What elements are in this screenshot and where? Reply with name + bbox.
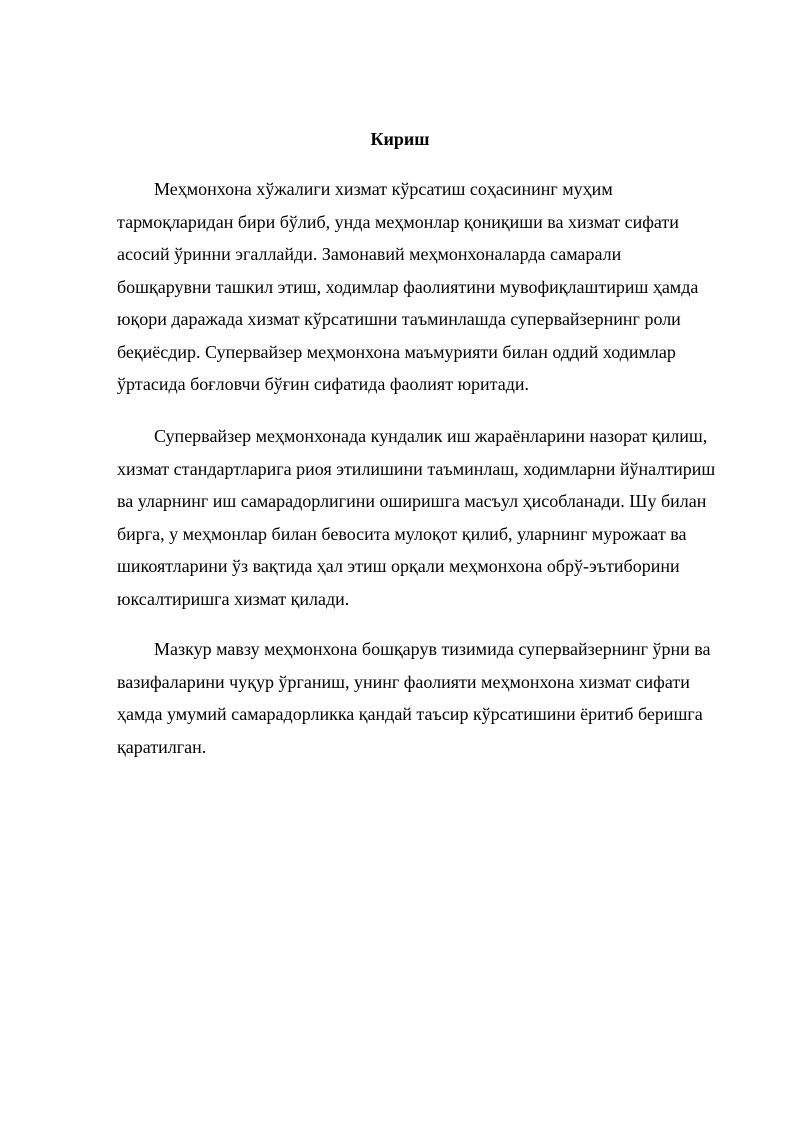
paragraph-line: шикоятларини ўз вақтида ҳал этиш орқали меҳмонхона обрў-эътиборини: [117, 556, 680, 576]
paragraph-line: асосий ўринни эгаллайди. Замонавий меҳмонхоналарда самарали: [117, 244, 622, 264]
paragraph-line: ўртасида боғловчи бўғин сифатида фаолият юритади.: [117, 374, 530, 394]
paragraph-line: юксалтиришга хизмат қилади.: [117, 588, 350, 609]
paragraph-line: Меҳмонхона хўжалиги хизмат кўрсатиш соҳасининг муҳим: [154, 179, 613, 199]
paragraph-line: Мазкур мавзу меҳмонхона бошқарув тизимида супервайзернинг ўрни ва: [154, 639, 711, 659]
paragraph-line: қаратилган.: [117, 736, 207, 757]
paragraph-3: [117, 633, 743, 763]
paragraph-line: хизмат стандартларига риоя этилишини таъминлаш, ходимларни йўналтириш: [117, 458, 716, 479]
paragraph-line: ҳамда умумий самарадорликка қандай таъсир кўрсатишини ёритиб беришга: [117, 704, 703, 724]
paragraph-line: беқиёсдир. Супервайзер меҳмонхона маъмурияти билан оддий ходимлар: [117, 341, 676, 362]
paragraph-line: тармоқларидан бири бўлиб, унда меҳмонлар қониқиши ва хизмат сифати: [117, 211, 679, 232]
paragraph-line: юқори даражада хизмат кўрсатишни таъминлашда супервайзернинг роли: [117, 309, 681, 329]
paragraph-line: ва уларнинг иш самарадорлигини оширишга масъул ҳисобланади. Шу билан: [117, 491, 707, 511]
paragraph-line: бирга, у меҳмонлар билан бевосита мулоқот қилиб, уларнинг мурожаат ва: [117, 523, 687, 544]
paragraph-1: [117, 173, 743, 401]
paragraph-2: [117, 420, 743, 615]
paragraph-line: бошқарувни ташкил этиш, ходимлар фаолиятини мувофиқлаштириш ҳамда: [117, 276, 699, 297]
page-title: Кириш: [370, 129, 430, 149]
paragraph-line: вазифаларини чуқур ўрганиш, унинг фаолияти меҳмонхона хизмат сифати: [117, 671, 690, 692]
paragraph-line: Супервайзер меҳмонхонада кундалик иш жараёнларини назорат қилиш,: [154, 426, 708, 446]
